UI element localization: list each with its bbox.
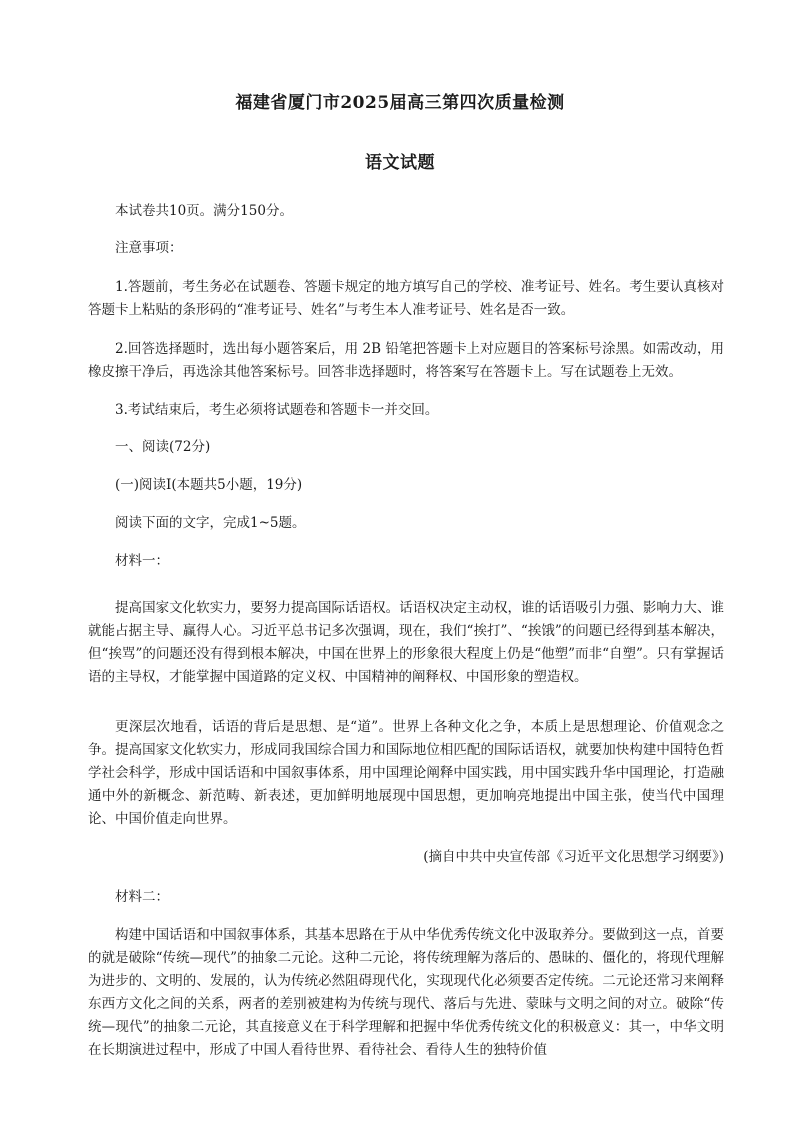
section-heading: 一、阅读(72分)	[115, 439, 211, 455]
notice-item: 3.考试结束后，考生必须将试题卷和答题卡一并交回。	[115, 402, 439, 418]
subsection-heading: (一)阅读Ⅰ(本题共5小题，19分)	[115, 477, 303, 493]
notice-item: 2.回答选择题时，选出每小题答案后，用 2B 铅笔把答题卡上对应题目的答案标号涂黑。如需改动，用橡皮擦干净后，再选涂其他答案标号。回答非选择题时，将答案写在答题卡上。写在试题卷上无效。	[88, 341, 724, 380]
material-label: 材料一：	[115, 553, 169, 569]
notice-heading: 注意事项：	[115, 240, 183, 256]
material-paragraph: 更深层次地看，话语的背后是思想、是“道”。世界上各种文化之争，本质上是思想理论、价值观念之争。提高国家文化软实力，形成同我国综合国力和国际地位相匹配的国际话语权，就要加快构建中国特色哲学社会科学，形成中国话语和中国叙事体系，用中国理论阐释中国实践，用中国实践升华中国理论，打造融通中外的新概念、新范畴、新表述，更加鲜明地展现中国思想，更加响亮地提出中国主张，使当代中国理论、中国价值走向世界。	[88, 719, 724, 827]
material-paragraph: 提高国家文化软实力，要努力提高国际话语权。话语权决定主动权，谁的话语吸引力强、影响力大、谁就能占据主导、赢得人心。习近平总书记多次强调，现在，我们“挨打”、“挨饿”的问题已经得到基本解决，但“挨骂”的问题还没有得到根本解决，中国在世界上的形象很大程度上仍是“他塑”而非“自塑”。只有掌握话语的主导权，才能掌握中国道路的定义权、中国精神的阐释权、中国形象的塑造权。	[88, 600, 724, 685]
document-title: 福建省厦门市2025届高三第四次质量检测	[235, 93, 565, 113]
material-paragraph: 构建中国话语和中国叙事体系，其基本思路在于从中华优秀传统文化中汲取养分。要做到这一点，首要的就是破除“传统—现代”的抽象二元论。这种二元论，将传统理解为落后的、愚昧的、僵化的，将现代理解为进步的、文明的、发展的，认为传统必然阻碍现代化，实现现代化必须要否定传统。二元论还常习来阐释东西方文化之间的关系，两者的差别被建构为传统与现代、落后与先进、蒙昧与文明之间的对立。破除“传统—现代”的抽象二元论，其直接意义在于科学理解和把握中华优秀传统文化的积极意义：其一，中华文明在长期演进过程中，形成了中国人看待世界、看待社会、看待人生的独特价值	[88, 927, 724, 1058]
document-subtitle: 语文试题	[365, 153, 435, 173]
material-label: 材料二：	[115, 889, 169, 905]
reading-instruction: 阅读下面的文字，完成1~5题。	[115, 515, 306, 531]
material-source: (摘自中共中央宣传部《习近平文化思想学习纲要》)	[423, 849, 724, 865]
notice-item: 1.答题前，考生务必在试题卷、答题卡规定的地方填写自己的学校、准考证号、姓名。考生要认真核对答题卡上粘贴的条形码的“准考证号、姓名”与考生本人准考证号、姓名是否一致。	[88, 279, 724, 318]
exam-intro: 本试卷共10页。满分150分。	[115, 203, 293, 219]
